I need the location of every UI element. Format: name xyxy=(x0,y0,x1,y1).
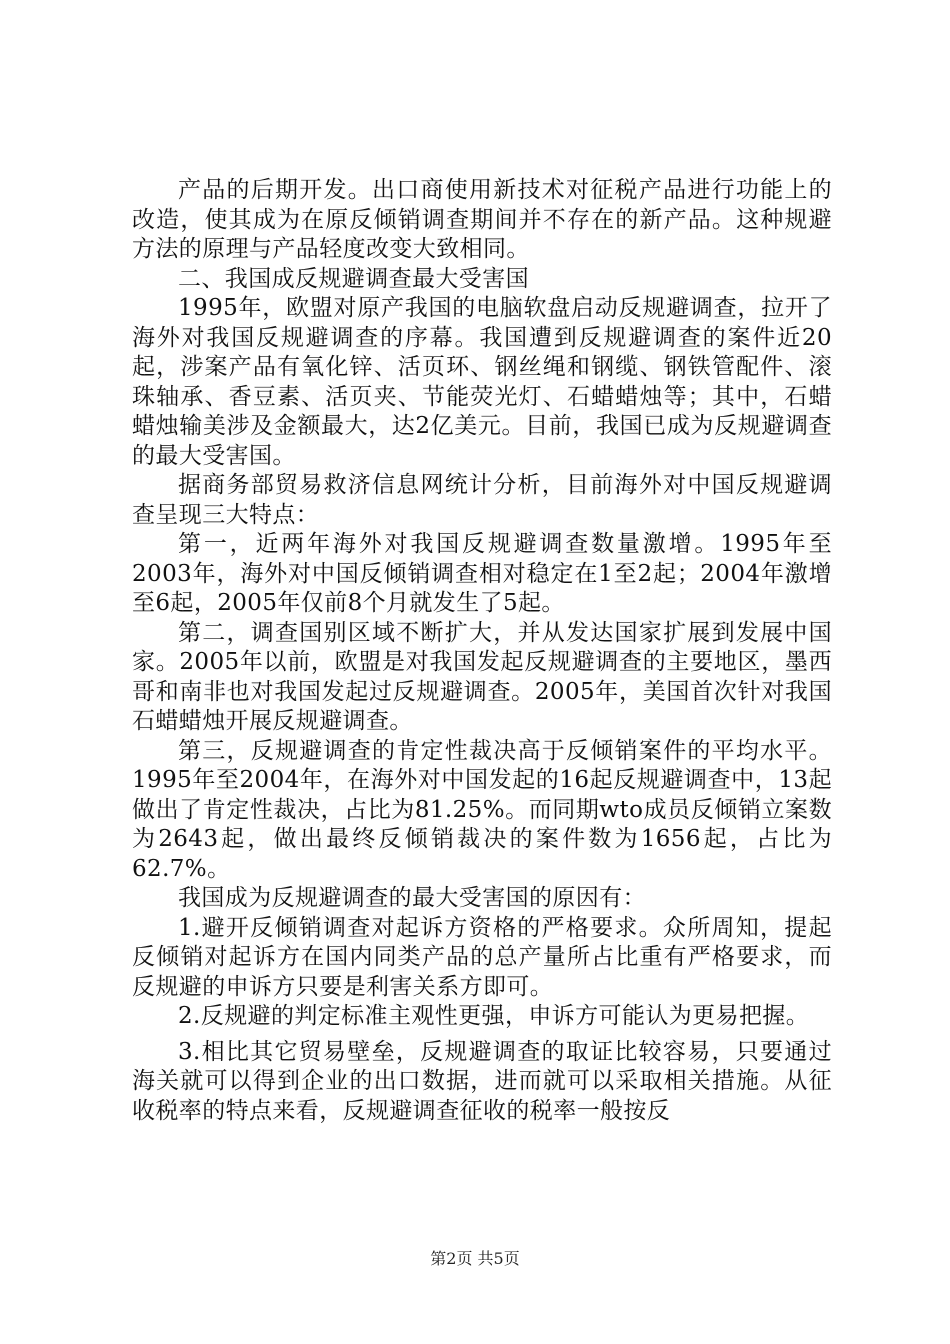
paragraph-statistics-intro: 据商务部贸易救济信息网统计分析，目前海外对中国反规避调查呈现三大特点： xyxy=(132,472,832,528)
paragraph-history: 1995年，欧盟对原产我国的电脑软盘启动反规避调查，拉开了海外对我国反规避调查的序幕。我国遭到反规避调查的案件近20起，涉案产品有氧化锌、活页环、钢丝绳和钢缆、钢铁管配件、滚珠轴承、香豆素、活页夹、节能荧光灯、石蜡蜡烛等；其中，石蜡蜡烛输美涉及金额最大，达2亿美元。目前，我国已成为反规避调查的最大受害国。 xyxy=(132,295,832,469)
paragraph-reason-three: 3.相比其它贸易壁垒，反规避调查的取证比较容易，只要通过海关就可以得到企业的出口数据，进而就可以采取相关措施。从征收税率的特点来看，反规避调查征收的税率一般按反 xyxy=(132,1038,832,1124)
paragraph-continuation: 产品的后期开发。出口商使用新技术对征税产品进行功能上的改造，使其成为在原反倾销调查期间并不存在的新产品。这种规避方法的原理与产品轻度改变大致相同。 xyxy=(132,177,832,262)
paragraph-feature-two: 第二，调查国别区域不断扩大，并从发达国家扩展到发展中国家。2005年以前，欧盟是对我国发起反规避调查的主要地区，墨西哥和南非也对我国发起过反规避调查。2005年，美国首次针对我国石蜡蜡烛开展反规避调查。 xyxy=(132,619,832,734)
paragraph-reason-one: 1.避开反倾销调查对起诉方资格的严格要求。众所周知，提起反倾销对起诉方在国内同类产品的总产量所占比重有严格要求，而反规避的申诉方只要是利害关系方即可。 xyxy=(132,914,832,1000)
paragraph-feature-three: 第三，反规避调查的肯定性裁决高于反倾销案件的平均水平。1995年至2004年，在海外对中国发起的16起反规避调查中，13起做出了肯定性裁决，占比为81.25%。而同期wto成员反倾销立案数为2643起，做出最终反倾销裁决的案件数为1656起，占比为62.7%。 xyxy=(132,737,832,882)
document-body xyxy=(132,176,832,1126)
paragraph-feature-one: 第一，近两年海外对我国反规避调查数量激增。1995年至2003年，海外对中国反倾销调查相对稳定在1至2起；2004年激增至6起，2005年仅前8个月就发生了5起。 xyxy=(132,531,832,616)
section-heading: 二、我国成反规避调查最大受害国 xyxy=(178,265,529,292)
paragraph-reason-two: 2.反规避的判定标准主观性更强，申诉方可能认为更易把握。 xyxy=(178,1003,810,1029)
page-number: 第2页 共5页 xyxy=(430,1249,520,1268)
paragraph-reasons-intro: 我国成为反规避调查的最大受害国的原因有： xyxy=(178,885,646,911)
